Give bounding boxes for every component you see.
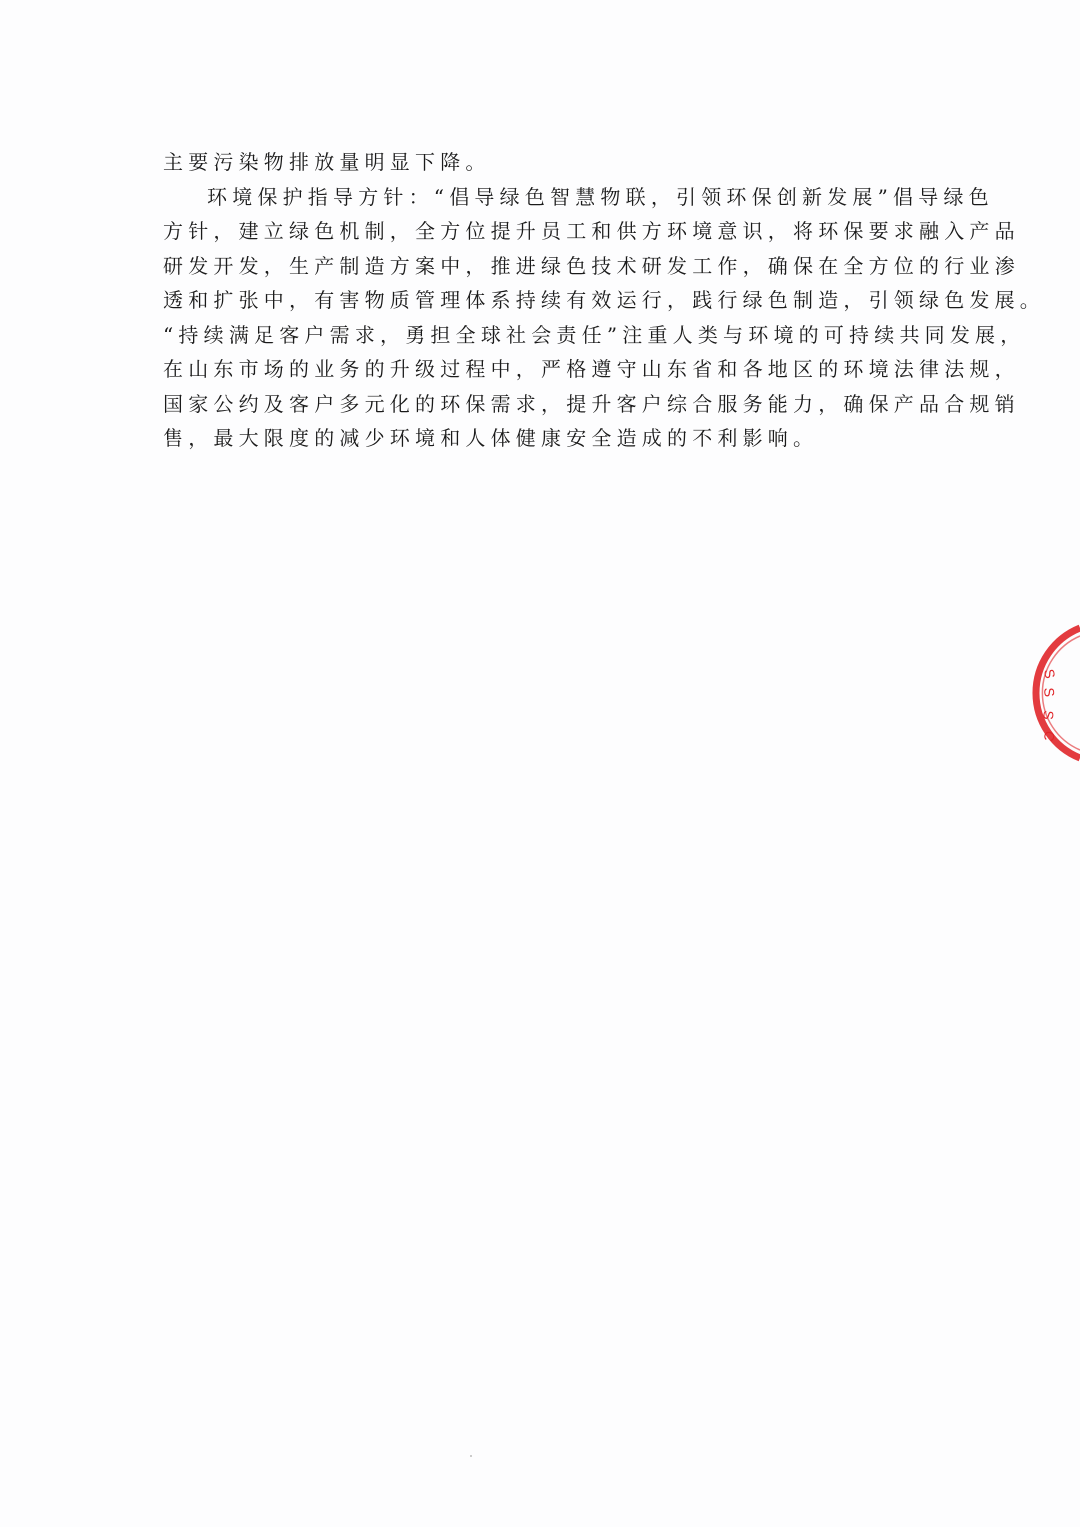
- text-line: “持续满足客户需求，勇担全球社会责任”注重人类与环境的可持续共同发展，: [163, 322, 1026, 347]
- scan-speck: [470, 1455, 472, 1457]
- svg-text:C: C: [1040, 729, 1059, 744]
- svg-text:S: S: [1040, 709, 1057, 721]
- text-line: 研发开发，生产制造方案中，推进绿色技术研发工作，确保在全方位的行业渗: [163, 253, 1020, 278]
- text-line: 在山东市场的业务的升级过程中，严格遵守山东省和各地区的环境法律法规，: [163, 357, 1020, 381]
- company-seal-stamp: [1030, 628, 1080, 758]
- text-line: 透和扩张中，有害物质管理体系持续有效运行，践行绿色制造，引领绿色发展。: [163, 288, 1045, 312]
- text-line: 国家公约及客户多元化的环保需求，提升客户综合服务能力，确保产品合规销: [163, 391, 1020, 416]
- text-line: 主要污染物排放量明显下降。: [163, 150, 491, 174]
- text-line: 环境保护指导方针：“倡导绿色智慧物联，引领环保创新发展”倡导绿色: [207, 184, 994, 209]
- text-line: 方针，建立绿色机制，全方位提升员工和供方环境意识，将环保要求融入产品: [163, 219, 1020, 243]
- text-line: 售，最大限度的减少环境和人体健康安全造成的不利影响。: [163, 426, 819, 450]
- svg-text:S: S: [1041, 686, 1058, 698]
- body-text: [163, 145, 1045, 456]
- svg-text:S: S: [1041, 667, 1059, 680]
